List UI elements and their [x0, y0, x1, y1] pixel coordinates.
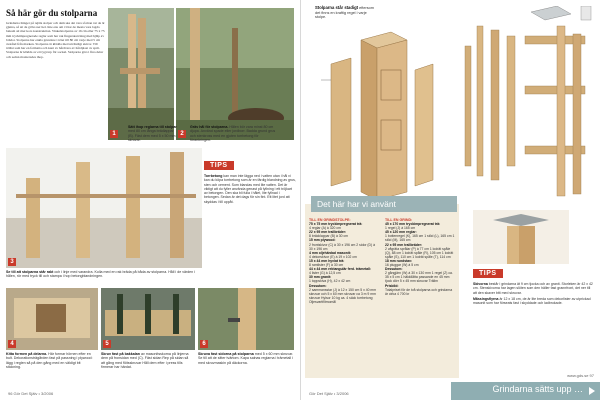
article-title: Så här gör du stolparna	[6, 8, 98, 18]
mat-item-title: 4 mm oljehärdad masonit:	[309, 250, 352, 255]
caption-step-6	[198, 352, 294, 365]
mat-item-title: Dessutom:	[309, 283, 327, 288]
mat-item-title: 75 x 75 mm tryckimpregnerat trä:	[309, 222, 363, 227]
post-cap-photo	[473, 210, 569, 264]
folio-right: www.gds.se 97	[567, 373, 594, 378]
mat-item-text: 2 frontskivor (C) à 30 x 196 cm 2 sidor (D) à 30 x 196 cm	[309, 242, 375, 251]
mat-item	[385, 284, 455, 296]
mat-item-text: 1 bottenregel (K), 165 cm 1 stöd (L), 165 cm 1 stöd (M), 165 cm	[385, 234, 455, 243]
post-exploded-diagram	[311, 30, 461, 202]
mat-item	[385, 259, 455, 267]
mat-item	[309, 259, 379, 267]
mat-item	[309, 238, 379, 250]
mat-item-title: Dessutom:	[385, 267, 403, 272]
caption-step-5	[101, 352, 193, 370]
mat-item-text: 2 vågräta språlar (P) à 77 cm 1 lodrät spåle (Q), 88 cm 1 lodrät spåle (R), 105 cm 1 lodrät spåle (S), 110 cm 1 lodrät spåle (T), 114 cm	[385, 246, 454, 259]
caption-4-bold: Kitta formen på delarna.	[6, 352, 48, 356]
tips-label-right: TIPS	[473, 269, 503, 278]
caption-3-text: och i linje med varandra. Kolla med en rak bräda på båda av stolparna. Håll i de värden i hålen, rör med tryck till och stampa i hop betongblandningen.	[6, 270, 195, 279]
materials-heading-gate: TILL EN GRIND:	[385, 218, 413, 222]
caption-1-text: med 80 cm långa brädlappar (B). Fäst dem med 5 x 50 mm skruvar.	[128, 129, 176, 143]
tips-item-1-bold: Skivorna	[473, 282, 488, 286]
caption-2-bold: Gräv hål för stolparna.	[190, 125, 229, 129]
product-photo	[473, 210, 569, 264]
mat-item	[385, 267, 455, 283]
tips-box-left	[204, 154, 296, 204]
mat-item-title: 22 x 95 mm trallbräder:	[385, 242, 423, 247]
step-badge-6: 6	[200, 340, 208, 348]
mat-item	[309, 251, 379, 259]
mat-item-title: 44 x 44 mm rektangulär ferd. trämetall:	[309, 267, 372, 272]
tips-item-1-text: består i grindarna ät 9 cm tjocka och av granit. Storleken är 42 x 42 cm. Stenskivorna har lagen slöten som den häller fast grannfront, det ner till att den skaver bitt med skruvar.	[473, 282, 593, 295]
continue-text: Grindarna sätts upp …	[492, 384, 583, 394]
photo-step-6	[198, 288, 294, 350]
tips-label-left: TIPS	[204, 161, 234, 170]
mat-item-text: 4 reglar (A) à 320 cm	[309, 226, 341, 231]
materials-box	[305, 199, 459, 378]
photo-step-1	[108, 8, 176, 143]
caption-4-text: Här formar hörnen efter en bult. Dekorationsträgården fast på passning i plywood: lägg i reglen så på den gång med en väldigt bit stickning.	[6, 352, 93, 370]
step-badge-4: 4	[8, 340, 16, 348]
mat-item	[309, 230, 379, 238]
sketch-note	[315, 6, 375, 20]
right-page	[300, 0, 600, 400]
caption-5-bold: Skruv fast på bakkalan	[101, 352, 140, 356]
caption-5-text: av masonitsskorna på linjerna dem på fronsidan med (C). Fäst sidan Rep på sidan så att gång med flötsskruvar Håll dem efter i press tills firmerar har härdat.	[101, 352, 189, 370]
mat-item-text: 1 toppskiva (H), 42 x 42 cm	[309, 279, 351, 284]
materials-heading-post: TILL EN GRINDSTOLPE:	[309, 218, 351, 222]
mat-item-text: 2 gångjärn (W) à 30 x 130 mm 1 regel (Z) ca. 35 x 5 cm 1 häkkilåtta passande en 45 mm tjock dörr 5 x 45 mm skruvar Trälim	[385, 271, 453, 284]
tips-item-1	[473, 282, 593, 295]
mat-item-title: Prisbild:	[385, 283, 399, 288]
mat-item-title: 45 x 170 mm tryckimpregnerat trä:	[385, 222, 441, 227]
caption-3-bold: Se till att stolparna står rakt	[6, 270, 54, 274]
intro-text: Grindarna hänger på rejäla stolpar och dem ska det vara så man vet de är gjutna, så att de grävs ner hel. Inte ens om vi har de mesta vara lagda bakom att mer kors konstruktion. Vinkelstolparna av 16 cm eller 75 x 75 mm tryckimpregnerade reglar som har rak fingerskarvning med hjälp av brädor. Stolparna har enkla grundare i träet till 80 cm varje med 5 cm avstånd från marken. Stolparna är klädda med utvändigt skivor. Till trälist som har en fotmatta och kant av hårdvara av hårdplast av sprit. Stolparna är klädda av ett tygvarp för sockel. Stolparna görs i fina delar och sedan monterades ihop.	[6, 21, 105, 59]
photo-step-3	[6, 148, 202, 268]
mat-item-title: 30 mm granit:	[309, 275, 332, 280]
mat-item	[385, 230, 455, 242]
caption-step-4	[6, 352, 96, 370]
materials-col-post	[309, 218, 379, 304]
mat-item-title: 22 x 95 mm trallbräder:	[309, 230, 347, 235]
mat-item-title: 45 x 120 mm reglar:	[385, 230, 417, 235]
tips-box-right	[473, 262, 593, 305]
caption-2-text: Hålen bör vara minst 80 cm djupa. Använd spade eller jordborr. Badda grund grus och stenkross med en gjuten torrbetong för förankringen.	[190, 125, 276, 143]
photo-step-5	[101, 288, 195, 350]
photo-1-illustration	[108, 8, 176, 143]
tips-bold-left: Torrbetong	[204, 174, 223, 178]
mat-item-title: 18 mm rundstav:	[385, 258, 413, 263]
mat-item-text: 2 sammansstar (J) à 12 x 150 cm 5 x 40 mm skruvar och 5 x 60 mm skruvar ca 3 m 9 mm skruvar Hylsor 10 kg ca. 4 säck torrbetong Oljesvartfiltmomål	[309, 287, 377, 304]
caption-step-1	[128, 125, 180, 143]
mat-item	[309, 222, 379, 230]
step-badge-2: 2	[178, 130, 186, 138]
caption-6-bold: Skruva fast sidorna på stolparna	[198, 352, 254, 356]
step-badge-1: 1	[110, 130, 118, 138]
caption-1-bold: Sätt ihop reglarna till stolpar	[128, 125, 177, 129]
photo-5-illustration	[101, 288, 195, 350]
continue-banner[interactable]	[451, 382, 600, 400]
mat-item-text: 4 lister (G) à 12,5 cm	[309, 271, 341, 276]
gate-exploded-diagram	[461, 6, 597, 202]
photo-step-4	[6, 288, 98, 350]
photo-4-illustration	[6, 288, 98, 350]
mat-item	[385, 243, 455, 259]
tips-item-2-bold: Måssingsflyrna	[473, 296, 499, 301]
mat-item	[309, 284, 379, 304]
caption-step-3	[6, 270, 202, 279]
photo-6-illustration	[198, 288, 294, 350]
arrow-right-icon	[589, 387, 595, 395]
caption-6-text: med 5 x 60 mm skruvar. Se till att de sitter tvärtom. Kapa salnas reglarna i trämetall i med skruvmaskin på däckorna.	[198, 352, 294, 365]
mat-item-title: 15 mm plywood:	[309, 238, 336, 243]
tips-item-2	[473, 297, 593, 306]
tips-text-left	[204, 174, 296, 204]
tips-body-left: kan man inte lägga ned i vatten utan i hål vi kan du köpa torrbetong som är en färdig blandning av grus, sten och cement. Som blandas med lite vatten. Det är viktigt att du fyller använda genast på fyllning i ett tröjkart av betongen. Den ska bli fulla i hålet, lite fyllnad i betongen. Sedan är det dags för sin fint. Ett litet jord att skyddas i till uppåt.	[204, 174, 296, 204]
intro-column	[6, 8, 106, 59]
mat-item-text: 16 pluggar (W) à 5 cm	[385, 263, 419, 268]
caption-step-2	[190, 125, 276, 143]
mat-item	[309, 275, 379, 283]
photo-3-illustration	[6, 148, 202, 268]
step-badge-5: 5	[103, 340, 111, 348]
mat-item-text: 1 regel (J) à 165 cm	[385, 226, 416, 231]
folio-left: 96 Gör Det Själv • 3/2006	[8, 391, 54, 396]
mat-item-text: 4 dekorskivor (E) à 19 x 102 cm	[309, 254, 357, 259]
step-badge-3: 3	[8, 258, 16, 266]
sketch-note-bold: Stolparna står stadigt	[315, 5, 359, 10]
mat-item	[309, 267, 379, 275]
materials-col-gate	[385, 218, 455, 296]
mat-item-text: Totalpriset för de två stolparna och grindarna är cirka 4 700 kr	[385, 287, 453, 296]
mat-item	[385, 222, 455, 230]
mat-item-title: 15 x 44 mm hyvlat trä:	[309, 258, 345, 263]
photo-2-illustration	[176, 8, 294, 143]
mat-item-text: 8 bräcklappar (B) à 30 cm	[309, 234, 349, 239]
sketch-note-text: eftersom det finns en kraftig regel i varje stolpe.	[315, 6, 374, 20]
folio-right-left: Gör Det Själv • 3/2006	[309, 391, 349, 396]
materials-title: Det här har vi använt	[311, 196, 457, 212]
mat-item-text: 8 ramlister (F) à 30 cm	[309, 263, 344, 268]
tips-item-2-text: är 12 x 18 cm, de är lite breda som dekorlister av utprickad masonit som har förseats fast i skyddade och ladbrokade.	[473, 296, 591, 306]
photo-step-2	[176, 8, 294, 143]
